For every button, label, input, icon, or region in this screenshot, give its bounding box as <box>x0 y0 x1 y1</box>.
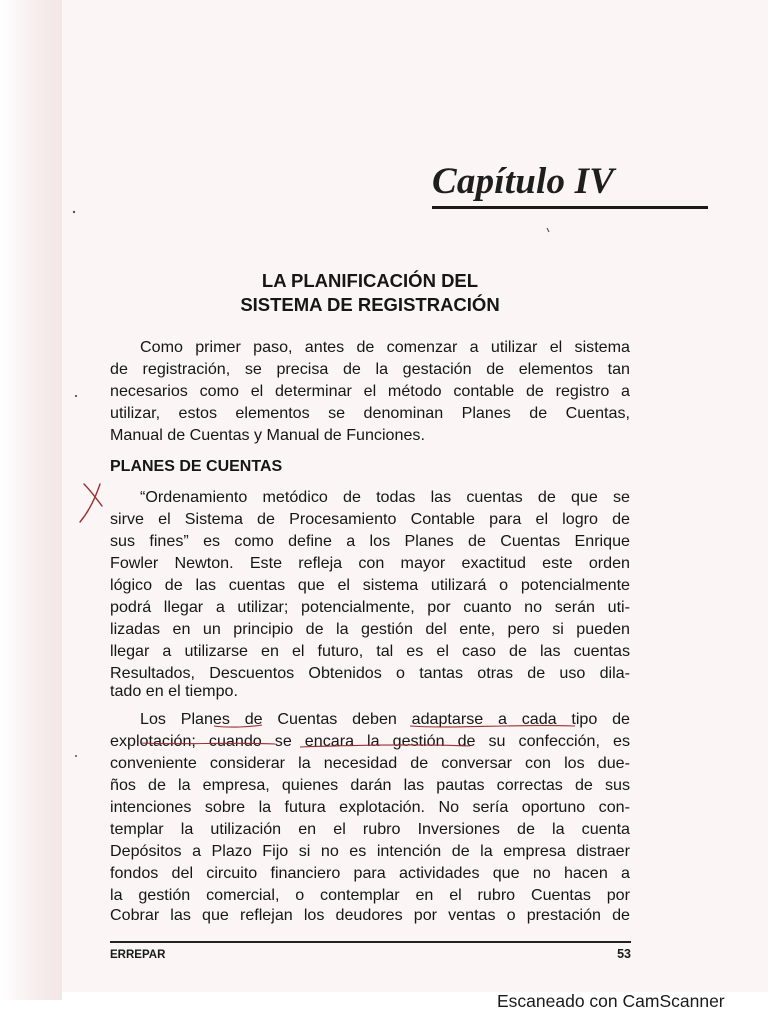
margin-dot <box>75 395 77 397</box>
text-line: podrá llegar a utilizar; potencialmente, por cuanto no serán uti- <box>110 598 630 616</box>
text-line: llegar a utilizarse en el futuro, tal es el caso de las cuentas <box>110 642 630 660</box>
text-line: la gestión comercial, o contemplar en el rubro Cuentas por <box>110 886 630 904</box>
camscanner-watermark: Escaneado con CamScanner <box>497 991 725 1011</box>
text-line: “Ordenamiento metódico de todas las cuentas de que se <box>140 488 630 506</box>
text-line: sus fines” es como define a los Planes de Cuentas Enrique <box>110 532 630 550</box>
text-line: intenciones sobre la futura explotación. No sería oportuno con- <box>110 798 630 816</box>
text-line: fondos del circuito financiero para actividades que no hacen a <box>110 864 630 882</box>
planes-de-cuentas-heading: PLANES DE CUENTAS <box>110 458 283 475</box>
margin-dot <box>75 755 77 757</box>
underline-mark-3 <box>140 743 470 747</box>
text-line: explotación; cuando se encara la gestión de su confección, es <box>110 732 630 750</box>
text-line: Resultados, Descuentos Obtenidos o tantas otras de uso dila- <box>110 664 630 682</box>
underline-mark-1 <box>214 725 262 727</box>
text-line: conveniente considerar la necesidad de conversar con los due- <box>110 754 630 772</box>
text-line: Fowler Newton. Este refleja con mayor exactitud este orden <box>110 554 630 572</box>
text-line: de registración, se precisa de la gestación de elementos tan <box>110 360 630 378</box>
footer-publisher: ERREPAR <box>110 949 166 961</box>
text-line: ños de la empresa, quienes darán las pautas correctas de sus <box>110 776 630 794</box>
text-line: sirve el Sistema de Procesamiento Contable para el logro de <box>110 510 630 528</box>
stray-mark <box>547 228 549 232</box>
text-line: Cobrar las que reflejan los deudores por ventas o prestación de <box>110 906 630 924</box>
section-heading-line-2: SISTEMA DE REGISTRACIÓN <box>240 294 500 315</box>
underline-mark-2 <box>410 726 575 727</box>
page-number: 53 <box>617 947 631 961</box>
margin-dot <box>73 211 75 213</box>
chapter-title: Capítulo IV <box>432 161 615 202</box>
text-line: Depósitos a Plazo Fijo si no es intención de la empresa distraer <box>110 842 630 860</box>
text-line: lizadas en un principio de la gestión del ente, pero si pueden <box>110 620 630 638</box>
margin-x-mark <box>80 484 102 522</box>
text-line: tado en el tiempo. <box>110 682 238 700</box>
section-heading-line-1: LA PLANIFICACIÓN DEL <box>261 270 479 291</box>
text-line: templar la utilización en el rubro Inversiones de la cuenta <box>110 820 630 838</box>
text-line: Como primer paso, antes de comenzar a utilizar el sistema <box>140 338 630 356</box>
text-line: Manual de Cuentas y Manual de Funciones. <box>110 426 425 444</box>
text-line: lógico de las cuentas que el sistema utilizará o potencialmente <box>110 576 630 594</box>
text-line: necesarios como el determinar el método contable de registro a <box>110 382 630 400</box>
text-line: utilizar, estos elementos se denominan Planes de Cuentas, <box>110 404 630 422</box>
text-line: Los Planes de Cuentas deben adaptarse a cada tipo de <box>140 710 630 728</box>
